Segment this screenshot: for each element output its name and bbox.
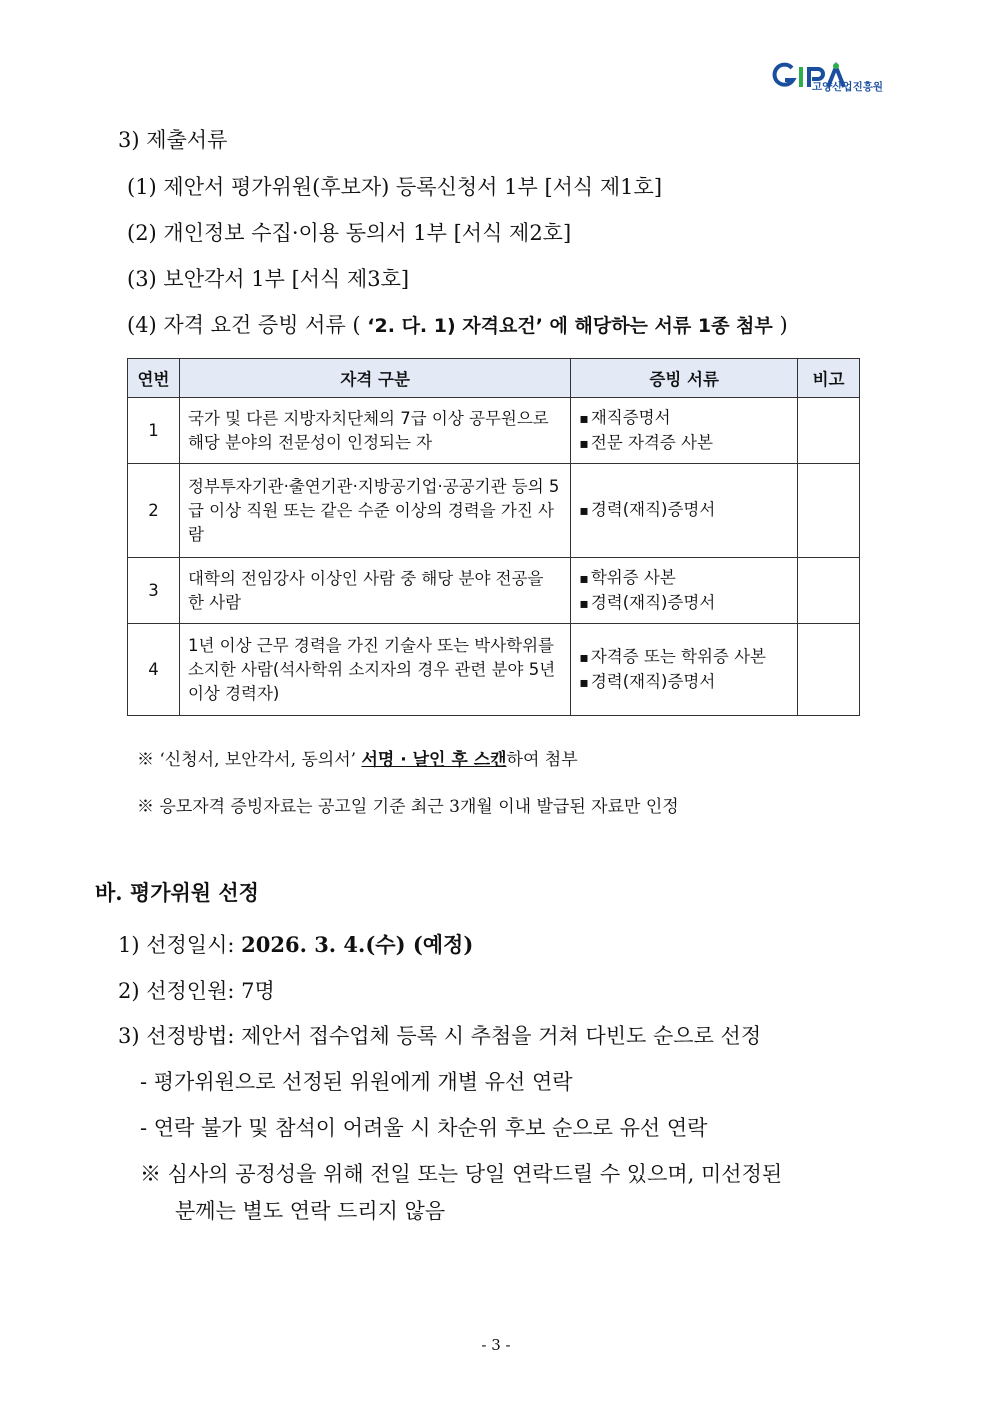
selection-method: 3) 선정방법: 제안서 접수업체 등록 시 추첨을 거쳐 다빈도 순으로 선정 (118, 1024, 762, 1048)
header-docs: 증빙 서류 (571, 359, 798, 398)
row-no: 1 (128, 398, 180, 464)
row-docs (571, 464, 798, 558)
row-note (798, 464, 860, 558)
doc-entry: ▪ 전문 자격증 사본 (579, 431, 789, 456)
doc-item-1: (1) 제안서 평가위원(후보자) 등록신청서 1부 [서식 제1호] (127, 175, 663, 199)
selection-date-label: 1) 선정일시: (118, 933, 242, 957)
row-note (798, 398, 860, 464)
doc-entry: ▪ 경력(재직)증명서 (579, 670, 789, 695)
row-qualification: 국가 및 다른 지방자치단체의 7급 이상 공무원으로 해당 분야의 전문성이 인정되는 자 (179, 398, 570, 464)
row-note (798, 558, 860, 624)
selection-count: 2) 선정인원: 7명 (118, 979, 275, 1003)
doc-entry: ▪ 재직증명서 (579, 406, 789, 431)
selection-note-line-1: ※ 심사의 공정성을 위해 전일 또는 당일 연락드릴 수 있으며, 미선정된 (140, 1162, 783, 1186)
row-qualification: 대학의 전임강사 이상인 사람 중 해당 분야 전공을 한 사람 (179, 558, 570, 624)
doc-item-2: (2) 개인정보 수집·이용 동의서 1부 [서식 제2호] (127, 221, 572, 245)
qualification-table (127, 358, 860, 716)
doc-item-4 (127, 309, 788, 339)
note-1-bold: 서명 · 날인 후 스캔 (361, 750, 507, 770)
table-row (128, 398, 860, 464)
note-1-prefix: ※ ‘신청서, 보안각서, 동의서’ (137, 750, 362, 770)
selection-sub-2: - 연락 불가 및 참석이 어려울 시 차순위 후보 순으로 유선 연락 (140, 1116, 708, 1140)
header-no: 연번 (128, 359, 180, 398)
doc-entry: ▪ 자격증 또는 학위증 사본 (579, 645, 789, 670)
doc-item-4-suffix: ) (779, 313, 788, 337)
selection-date (118, 929, 473, 959)
table-row (128, 464, 860, 558)
row-docs (571, 624, 798, 716)
doc-entry: ▪ 경력(재직)증명서 (579, 591, 789, 616)
selection-note-line-2: 분께는 별도 연락 드리지 않음 (175, 1199, 446, 1223)
docs-heading: 3) 제출서류 (118, 128, 228, 152)
row-no: 2 (128, 464, 180, 558)
note-evidence: ※ 응모자격 증빙자료는 공고일 기준 최근 3개월 이내 발급된 자료만 인정 (137, 797, 679, 817)
row-no: 4 (128, 624, 180, 716)
header-qualification: 자격 구분 (179, 359, 570, 398)
doc-entry: ▪ 학위증 사본 (579, 566, 789, 591)
selection-date-value: 2026. 3. 4.(수) (예정) (241, 932, 474, 957)
selection-sub-1: - 평가위원으로 선정된 위원에게 개별 유선 연락 (140, 1070, 573, 1094)
logo-org-name: 고양산업진흥원 (812, 81, 884, 93)
row-qualification: 정부투자기관·출연기관·지방공기업·공공기관 등의 5급 이상 직원 또는 같은 수준 이상의 경력을 가진 사람 (179, 464, 570, 558)
doc-item-4-prefix: (4) 자격 요건 증빙 서류 ( (127, 313, 361, 337)
doc-item-4-bold: ‘2. 다. 1) 자격요건’ 에 해당하는 서류 1종 첨부 (367, 315, 773, 337)
doc-entry: ▪ 경력(재직)증명서 (579, 498, 789, 523)
doc-item-3: (3) 보안각서 1부 [서식 제3호] (127, 267, 410, 291)
table-row (128, 558, 860, 624)
page-number: - 3 - (481, 1336, 511, 1354)
table-row (128, 624, 860, 716)
header-note: 비고 (798, 359, 860, 398)
row-docs (571, 398, 798, 464)
table-header-row (128, 359, 860, 398)
row-qualification: 1년 이상 근무 경력을 가진 기술사 또는 박사학위를 소지한 사람(석사학위 소지자의 경우 관련 분야 5년 이상 경력자) (179, 624, 570, 716)
row-no: 3 (128, 558, 180, 624)
note-1-suffix: 하여 첨부 (506, 750, 578, 770)
row-docs (571, 558, 798, 624)
row-note (798, 624, 860, 716)
note-signature (137, 745, 578, 770)
selection-heading: 바. 평가위원 선정 (95, 880, 259, 905)
